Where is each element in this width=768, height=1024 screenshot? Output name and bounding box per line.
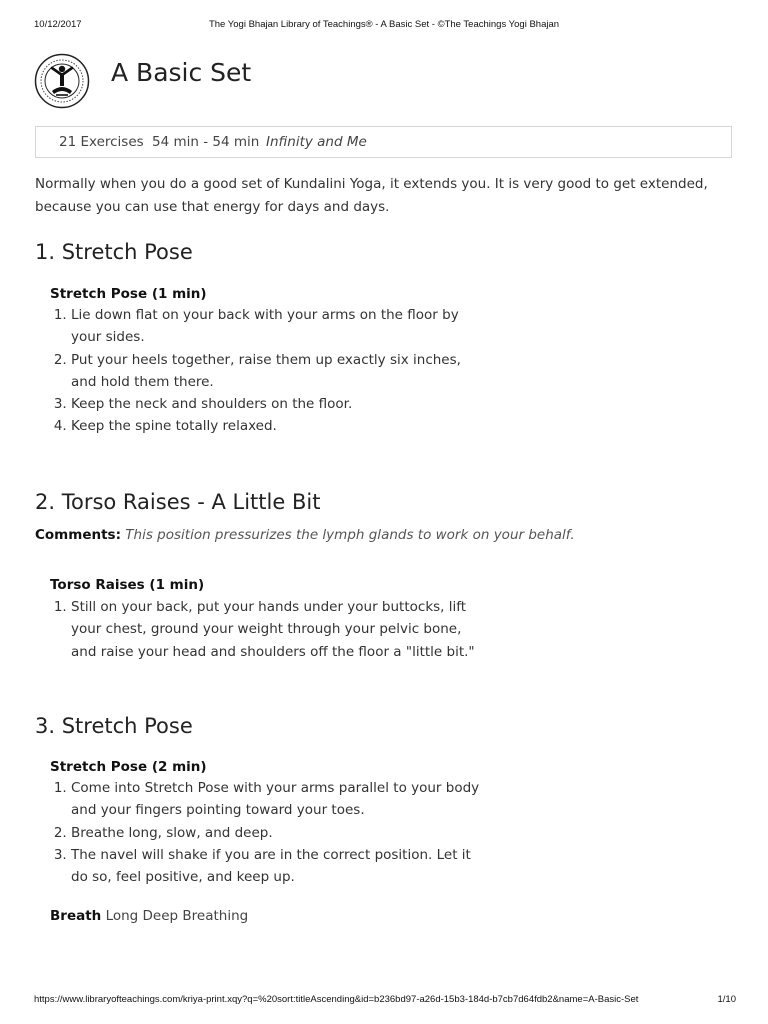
- breath-label: Breath: [50, 908, 102, 924]
- exercise-count: 21 Exercises: [59, 134, 144, 150]
- step-item: 3. The navel will shake if you are in the correct position. Let it do so, feel positive, and keep up.: [71, 844, 481, 889]
- intro-paragraph: Normally when you do a good set of Kundalini Yoga, it extends you. It is very good to get extended, because you can use that energy for days and days.: [35, 176, 708, 215]
- step-item: 1. Still on your back, put your hands under your buttocks, lift your chest, ground your weight through your pelvic bone, and raise your head and shoulders off the floor a "little bit.": [71, 596, 491, 663]
- step-item: 1. Lie down flat on your back with your arms on the floor by your sides.: [71, 304, 481, 349]
- exercise-subtitle-2: Torso Raises (1 min): [50, 577, 205, 593]
- step-item: 1. Come into Stretch Pose with your arms parallel to your body and your fingers pointing toward your toes.: [71, 777, 481, 822]
- step-item: 2. Put your heels together, raise them up exactly six inches, and hold them there.: [71, 349, 481, 394]
- comments: [35, 527, 575, 543]
- step-item: 4. Keep the spine totally relaxed.: [71, 415, 481, 437]
- page-number: 1/10: [717, 994, 736, 1005]
- exercise-subtitle-3: Stretch Pose (2 min): [50, 759, 207, 775]
- section-heading-2: 2. Torso Raises - A Little Bit: [35, 490, 321, 514]
- print-page-title: The Yogi Bhajan Library of Teachings® - A Basic Set - ©The Teachings Yogi Bhajan: [208, 19, 560, 30]
- steps-list-1: [50, 304, 481, 438]
- exercise-subtitle-1: Stretch Pose (1 min): [50, 286, 207, 302]
- breath-info: [50, 908, 248, 924]
- step-item: 3. Keep the neck and shoulders on the floor.: [71, 393, 481, 415]
- section-heading-3: 3. Stretch Pose: [35, 714, 193, 738]
- comments-label: Comments:: [35, 527, 121, 543]
- yogi-bhajan-logo: [34, 53, 90, 109]
- duration: 54 min - 54 min: [152, 134, 260, 150]
- steps-list-2: [50, 596, 491, 663]
- page-url: https://www.libraryofteachings.com/kriya-print.xqy?q=%20sort:titleAscending&id=b236bd97-a26d-15b3-184d-b7cb7d64fdb2&name=A-Basic-Set: [34, 994, 639, 1005]
- breath-text: Long Deep Breathing: [105, 908, 249, 924]
- section-heading-1: 1. Stretch Pose: [35, 240, 193, 264]
- page-title: A Basic Set: [111, 58, 252, 87]
- print-header: [0, 19, 768, 33]
- print-footer: [0, 994, 768, 1008]
- comments-text: This position pressurizes the lymph glands to work on your behalf.: [125, 527, 575, 543]
- step-item: 2. Breathe long, slow, and deep.: [71, 822, 481, 844]
- album-name: Infinity and Me: [266, 134, 367, 150]
- steps-list-3: [50, 777, 481, 888]
- print-date: 10/12/2017: [34, 19, 82, 30]
- kriya-meta-box: [35, 126, 732, 158]
